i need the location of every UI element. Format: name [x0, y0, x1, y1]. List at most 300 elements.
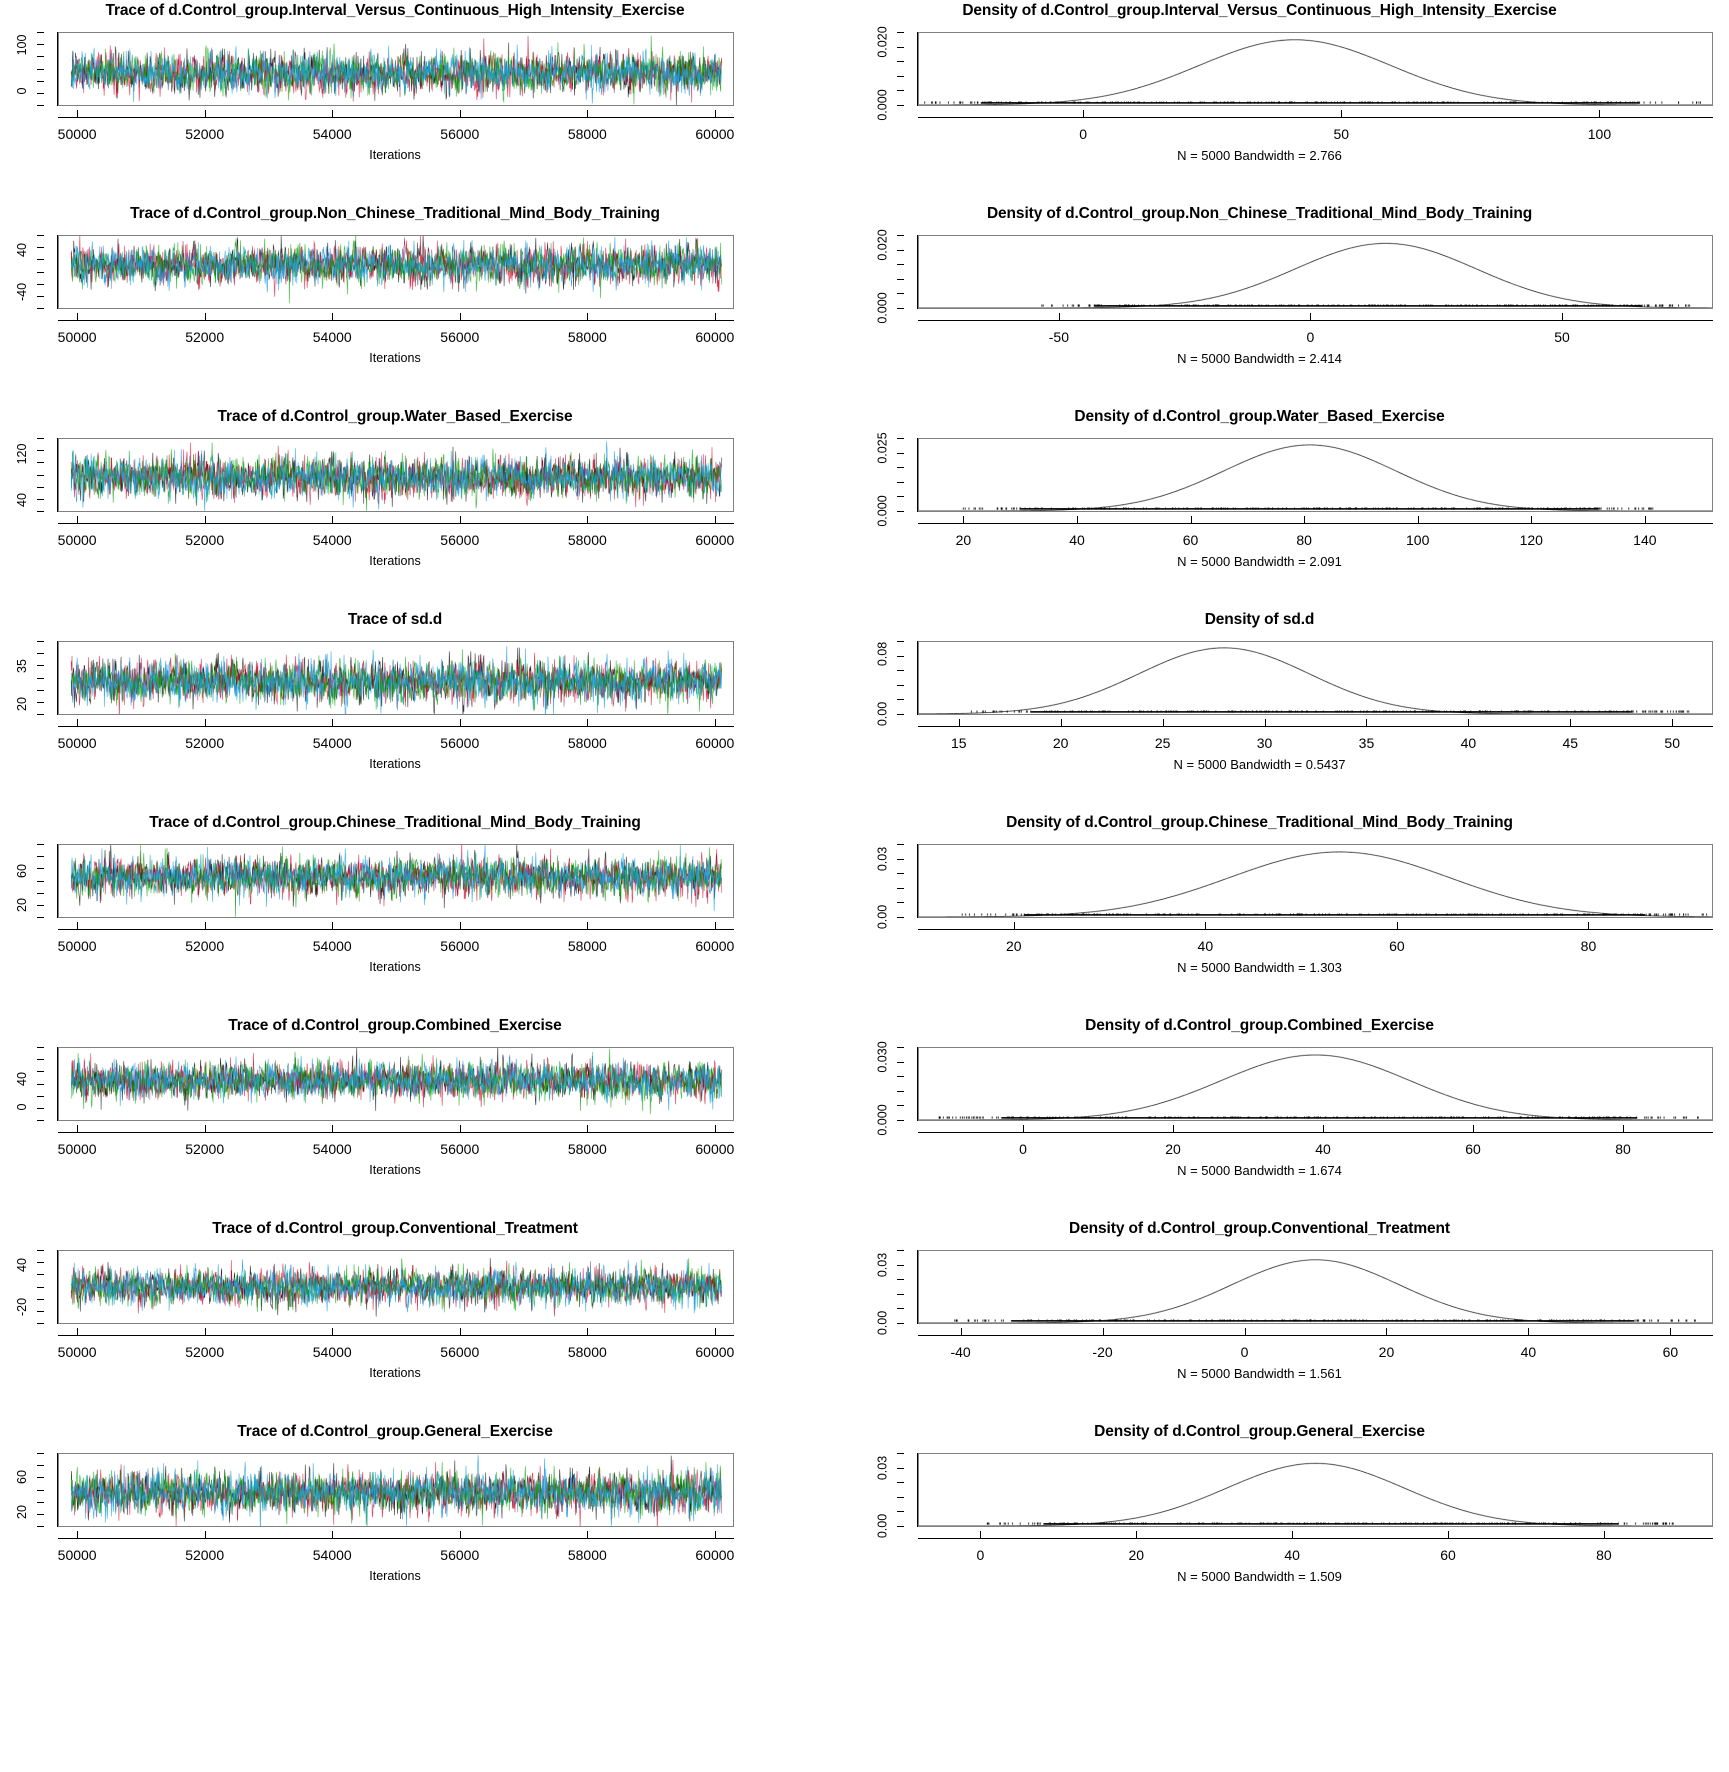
- trace-series: [59, 845, 733, 917]
- y-tick: [37, 1250, 44, 1251]
- x-tick-label: 58000: [567, 329, 607, 345]
- x-tick: [1531, 516, 1532, 524]
- y-tick-label: -20: [15, 1297, 29, 1316]
- trace-title: Trace of d.Control_group.Water_Based_Exercise: [217, 408, 573, 425]
- x-tick: [460, 719, 461, 727]
- y-tick-label: 0.000: [875, 495, 889, 527]
- y-tick: [897, 888, 904, 889]
- x-tick: [332, 922, 333, 930]
- trace-x-axis: [57, 106, 735, 142]
- y-tick: [37, 1490, 44, 1491]
- y-tick: [897, 1265, 904, 1266]
- y-tick-label: 20: [15, 1504, 29, 1519]
- x-tick: [1570, 719, 1571, 727]
- trace-plot-area: [58, 235, 734, 309]
- y-tick: [897, 467, 904, 468]
- x-tick: [963, 516, 964, 524]
- y-tick: [37, 1047, 44, 1048]
- x-tick-label: 50000: [57, 1344, 97, 1360]
- x-tick: [460, 922, 461, 930]
- y-tick: [37, 714, 44, 715]
- trace-x-spine: [58, 320, 734, 321]
- x-tick: [715, 110, 716, 118]
- x-tick: [1562, 313, 1563, 321]
- density-y-spine: [917, 641, 918, 715]
- x-tick: [587, 313, 588, 321]
- y-tick: [37, 1465, 44, 1466]
- trace-title: Trace of d.Control_group.Chinese_Traditional_Mind_Body_Training: [149, 814, 641, 831]
- x-tick: [1136, 1531, 1137, 1539]
- y-tick: [37, 44, 44, 45]
- x-tick: [205, 516, 206, 524]
- density-panel-7: [790, 1218, 1729, 1421]
- trace-y-spine: [57, 32, 58, 106]
- x-tick-label: 40: [1315, 1141, 1331, 1157]
- y-tick-label: 0: [15, 1103, 29, 1111]
- x-axis-title: Iterations: [369, 757, 421, 771]
- x-tick: [77, 516, 78, 524]
- trace-x-spine: [58, 523, 734, 524]
- density-plot-area: [918, 641, 1713, 715]
- x-tick-label: 54000: [312, 126, 352, 142]
- density-x-spine: [918, 929, 1713, 930]
- x-tick-label: 54000: [312, 532, 352, 548]
- trace-y-spine: [57, 1250, 58, 1324]
- y-tick: [897, 656, 904, 657]
- trace-series: [59, 1454, 733, 1526]
- x-tick-label: 58000: [567, 126, 607, 142]
- x-tick: [980, 1531, 981, 1539]
- x-tick: [332, 1531, 333, 1539]
- trace-plot-area: [58, 1250, 734, 1324]
- density-y-spine: [917, 1453, 918, 1527]
- y-tick: [37, 653, 44, 654]
- density-panel-2: [790, 203, 1729, 406]
- x-tick: [1386, 1328, 1387, 1336]
- x-tick-label: 35: [1358, 735, 1375, 751]
- x-tick: [1191, 516, 1192, 524]
- density-plot-area: [918, 438, 1713, 512]
- density-y-spine: [917, 438, 918, 512]
- y-tick-label: 0.03: [875, 1253, 889, 1278]
- x-tick: [77, 1125, 78, 1133]
- x-tick: [1014, 922, 1015, 930]
- y-tick: [37, 641, 44, 642]
- density-curve: [919, 33, 1712, 105]
- x-tick-label: 40: [1460, 735, 1477, 751]
- trace-title: Trace of d.Control_group.Non_Chinese_Traditional_Mind_Body_Training: [130, 205, 660, 222]
- x-tick-label: 56000: [440, 329, 480, 345]
- plot-row: [0, 812, 1729, 1015]
- x-tick: [332, 313, 333, 321]
- trace-y-spine: [57, 1453, 58, 1527]
- x-tick: [587, 110, 588, 118]
- x-tick: [1245, 1328, 1246, 1336]
- density-title: Density of d.Control_group.Chinese_Traditional_Mind_Body_Training: [1006, 814, 1513, 831]
- density-title: Density of sd.d: [1204, 611, 1315, 628]
- density-caption: N = 5000 Bandwidth = 1.561: [1177, 1366, 1342, 1381]
- y-tick: [897, 1294, 904, 1295]
- trace-panel-5: [0, 812, 790, 1015]
- y-tick: [897, 1308, 904, 1309]
- x-tick-label: 100: [1587, 126, 1612, 142]
- trace-y-spine: [57, 438, 58, 512]
- x-tick: [1473, 1125, 1474, 1133]
- y-tick: [37, 105, 44, 106]
- trace-panel-3: [0, 406, 790, 609]
- trace-panel-8: [0, 1421, 790, 1624]
- x-tick-label: 80: [1596, 1547, 1612, 1563]
- x-tick: [77, 110, 78, 118]
- x-tick: [1323, 1125, 1324, 1133]
- x-tick-label: -20: [1092, 1344, 1113, 1360]
- x-tick: [1059, 313, 1060, 321]
- trace-x-axis: [57, 512, 735, 548]
- trace-plot-area: [58, 438, 734, 512]
- density-x-axis: [918, 1324, 1713, 1360]
- y-tick: [37, 284, 44, 285]
- x-tick: [332, 1125, 333, 1133]
- density-x-axis: [918, 715, 1713, 751]
- trace-series: [59, 236, 733, 308]
- y-tick-label: 0.025: [875, 432, 889, 464]
- density-caption: N = 5000 Bandwidth = 1.509: [1177, 1569, 1342, 1584]
- y-tick: [37, 1526, 44, 1527]
- y-tick: [897, 264, 904, 265]
- y-tick: [37, 1084, 44, 1085]
- y-tick-label: 35: [15, 658, 29, 673]
- density-curve: [919, 1251, 1712, 1323]
- trace-title: Trace of d.Control_group.Interval_Versus_Continuous_High_Intensity_Exercise: [105, 2, 685, 19]
- x-tick-label: 60: [1662, 1344, 1679, 1360]
- density-title: Density of d.Control_group.Water_Based_Exercise: [1074, 408, 1445, 425]
- plot-row: [0, 1218, 1729, 1421]
- x-tick-label: 40: [1197, 938, 1214, 954]
- y-tick: [37, 272, 44, 273]
- x-tick: [1083, 110, 1084, 118]
- x-tick-label: 50000: [57, 735, 97, 751]
- x-tick: [460, 516, 461, 524]
- x-tick-label: 140: [1633, 532, 1657, 548]
- y-tick-label: 0.020: [875, 26, 889, 58]
- x-tick-label: 54000: [312, 1141, 352, 1157]
- x-tick-label: 52000: [185, 1141, 225, 1157]
- y-tick: [897, 279, 904, 280]
- x-tick-label: -50: [1048, 329, 1069, 345]
- x-tick: [1341, 110, 1342, 118]
- trace-plot-area: [58, 641, 734, 715]
- y-tick: [897, 685, 904, 686]
- trace-title: Trace of d.Control_group.Conventional_Treatment: [212, 1220, 578, 1237]
- y-tick: [37, 893, 44, 894]
- x-tick-label: 100: [1406, 532, 1430, 548]
- x-tick: [715, 922, 716, 930]
- x-axis-title: Iterations: [369, 1366, 421, 1380]
- x-tick: [715, 719, 716, 727]
- y-tick: [37, 881, 44, 882]
- y-tick: [897, 61, 904, 62]
- density-panel-8: [790, 1421, 1729, 1624]
- y-tick: [37, 259, 44, 260]
- y-tick: [37, 462, 44, 463]
- density-title: Density of d.Control_group.Non_Chinese_Traditional_Mind_Body_Training: [986, 205, 1533, 222]
- x-tick: [587, 719, 588, 727]
- density-plot-area: [918, 1453, 1713, 1527]
- x-tick: [1468, 719, 1469, 727]
- x-tick: [205, 313, 206, 321]
- density-caption: N = 5000 Bandwidth = 1.674: [1177, 1163, 1342, 1178]
- y-tick: [897, 438, 904, 439]
- y-tick: [37, 1120, 44, 1121]
- density-plot-area: [918, 1250, 1713, 1324]
- x-axis-title: Iterations: [369, 1569, 421, 1583]
- y-tick: [897, 1047, 904, 1048]
- x-tick: [1604, 1531, 1605, 1539]
- x-tick-label: 52000: [185, 735, 225, 751]
- x-tick-label: 56000: [440, 1547, 480, 1563]
- x-tick: [77, 1328, 78, 1336]
- density-plot-area: [918, 32, 1713, 106]
- y-tick-label: 20: [15, 898, 29, 912]
- y-tick-label: 40: [15, 492, 29, 507]
- y-tick: [37, 475, 44, 476]
- y-tick: [897, 859, 904, 860]
- x-axis-title: Iterations: [369, 554, 421, 568]
- density-curve: [919, 439, 1712, 511]
- x-tick: [77, 719, 78, 727]
- density-y-spine: [917, 32, 918, 106]
- density-caption: N = 5000 Bandwidth = 1.303: [1177, 960, 1342, 975]
- y-tick-label: 0.000: [875, 292, 889, 324]
- y-tick: [37, 247, 44, 248]
- x-tick: [1077, 516, 1078, 524]
- density-caption: N = 5000 Bandwidth = 2.766: [1177, 148, 1342, 163]
- density-y-spine: [917, 235, 918, 309]
- x-tick-label: 58000: [567, 1344, 607, 1360]
- y-tick: [897, 917, 904, 918]
- y-tick-label: 60: [15, 863, 29, 878]
- x-tick-label: 58000: [567, 532, 607, 548]
- density-curve: [919, 236, 1712, 308]
- x-tick: [587, 1328, 588, 1336]
- y-tick-label: 120: [15, 443, 29, 465]
- y-tick-label: 40: [15, 1071, 29, 1086]
- y-tick: [37, 1453, 44, 1454]
- y-tick: [897, 482, 904, 483]
- density-title: Density of d.Control_group.General_Exercise: [1094, 1423, 1425, 1440]
- x-tick: [460, 1328, 461, 1336]
- y-tick: [897, 844, 904, 845]
- x-tick-label: 50: [1333, 126, 1350, 142]
- x-tick: [1205, 922, 1206, 930]
- x-tick: [332, 516, 333, 524]
- y-tick: [37, 511, 44, 512]
- y-tick: [897, 1250, 904, 1251]
- y-tick: [897, 1279, 904, 1280]
- x-tick: [332, 110, 333, 118]
- y-tick: [897, 1497, 904, 1498]
- density-x-spine: [918, 523, 1713, 524]
- x-tick-label: 60000: [695, 1141, 735, 1157]
- y-tick: [37, 1071, 44, 1072]
- x-axis-title: Iterations: [369, 148, 421, 162]
- density-plot-area: [918, 1047, 1713, 1121]
- density-panel-6: [790, 1015, 1729, 1218]
- density-y-spine: [917, 1250, 918, 1324]
- y-tick: [897, 76, 904, 77]
- trace-plot-area: [58, 844, 734, 918]
- y-tick: [897, 32, 904, 33]
- x-tick-label: 60: [1440, 1547, 1456, 1563]
- x-tick-label: 58000: [567, 735, 607, 751]
- trace-plot-area: [58, 32, 734, 106]
- y-tick: [897, 453, 904, 454]
- x-tick: [1292, 1531, 1293, 1539]
- x-tick-label: 25: [1154, 735, 1171, 751]
- y-tick-label: 100: [15, 34, 29, 56]
- y-tick: [37, 1514, 44, 1515]
- x-tick-label: -40: [950, 1344, 971, 1360]
- y-tick: [37, 1096, 44, 1097]
- y-tick: [37, 69, 44, 70]
- y-tick: [37, 499, 44, 500]
- x-tick: [460, 110, 461, 118]
- trace-x-spine: [58, 117, 734, 118]
- x-tick: [332, 1328, 333, 1336]
- x-tick-label: 56000: [440, 532, 480, 548]
- x-tick: [715, 1531, 716, 1539]
- trace-x-axis: [57, 715, 735, 751]
- x-tick: [205, 922, 206, 930]
- y-tick-label: 0.020: [875, 229, 889, 261]
- x-axis-title: Iterations: [369, 960, 421, 974]
- trace-y-spine: [57, 235, 58, 309]
- x-tick-label: 20: [1052, 735, 1069, 751]
- y-tick: [897, 1468, 904, 1469]
- x-tick-label: 0: [1019, 1141, 1027, 1157]
- trace-panel-4: [0, 609, 790, 812]
- trace-x-axis: [57, 1527, 735, 1563]
- y-tick: [37, 235, 44, 236]
- y-tick-label: 0.03: [875, 1456, 889, 1481]
- y-tick: [37, 690, 44, 691]
- x-tick: [715, 516, 716, 524]
- x-tick: [715, 313, 716, 321]
- x-tick-label: 54000: [312, 938, 352, 954]
- density-y-spine: [917, 1047, 918, 1121]
- x-tick: [1265, 719, 1266, 727]
- x-tick: [1588, 922, 1589, 930]
- y-tick: [897, 1482, 904, 1483]
- x-tick: [1623, 1125, 1624, 1133]
- x-tick-label: 60000: [695, 1547, 735, 1563]
- x-tick-label: 56000: [440, 735, 480, 751]
- x-tick: [77, 313, 78, 321]
- x-tick: [961, 1328, 962, 1336]
- x-tick-label: 56000: [440, 1141, 480, 1157]
- x-tick-label: 120: [1519, 532, 1543, 548]
- x-tick-label: 45: [1562, 735, 1579, 751]
- x-tick-label: 56000: [440, 938, 480, 954]
- x-tick-label: 56000: [440, 126, 480, 142]
- density-x-axis: [918, 309, 1713, 345]
- density-panel-1: [790, 0, 1729, 203]
- density-plot-area: [918, 235, 1713, 309]
- y-tick: [37, 1274, 44, 1275]
- density-x-spine: [918, 117, 1713, 118]
- density-caption: N = 5000 Bandwidth = 0.5437: [1173, 757, 1346, 772]
- x-tick: [715, 1328, 716, 1336]
- x-tick-label: 60000: [695, 938, 735, 954]
- x-tick: [1448, 1531, 1449, 1539]
- y-tick: [37, 1477, 44, 1478]
- x-tick-label: 52000: [185, 126, 225, 142]
- density-x-axis: [918, 512, 1713, 548]
- x-tick: [1528, 1328, 1529, 1336]
- x-tick: [1645, 516, 1646, 524]
- y-tick: [897, 670, 904, 671]
- trace-x-axis: [57, 1324, 735, 1360]
- x-tick-label: 50000: [57, 329, 97, 345]
- y-tick: [37, 702, 44, 703]
- trace-plot-area: [58, 1453, 734, 1527]
- density-y-spine: [917, 844, 918, 918]
- x-tick-label: 60000: [695, 329, 735, 345]
- y-tick: [897, 1062, 904, 1063]
- x-tick-label: 52000: [185, 532, 225, 548]
- x-tick-label: 0: [1306, 329, 1315, 345]
- trace-series: [59, 439, 733, 511]
- trace-panel-2: [0, 203, 790, 406]
- x-tick: [1397, 922, 1398, 930]
- x-tick-label: 60000: [695, 126, 735, 142]
- x-tick-label: 60: [1182, 532, 1199, 548]
- x-tick-label: 80: [1615, 1141, 1631, 1157]
- x-tick-label: 58000: [567, 1141, 607, 1157]
- x-tick-label: 20: [1378, 1344, 1395, 1360]
- y-tick: [37, 81, 44, 82]
- x-tick-label: 60000: [695, 532, 735, 548]
- y-tick: [37, 438, 44, 439]
- density-curve: [919, 845, 1712, 917]
- trace-x-spine: [58, 1335, 734, 1336]
- y-tick: [897, 641, 904, 642]
- y-tick: [37, 905, 44, 906]
- x-tick-label: 20: [1165, 1141, 1181, 1157]
- y-tick-label: 0.000: [875, 1104, 889, 1136]
- x-tick: [77, 1531, 78, 1539]
- trace-panel-7: [0, 1218, 790, 1421]
- x-tick-label: 60000: [695, 1344, 735, 1360]
- trace-panel-6: [0, 1015, 790, 1218]
- density-x-spine: [918, 726, 1713, 727]
- y-tick: [37, 678, 44, 679]
- y-tick-label: 20: [15, 696, 29, 711]
- x-tick: [1304, 516, 1305, 524]
- x-tick-label: 20: [1005, 938, 1022, 954]
- y-tick: [37, 1502, 44, 1503]
- y-tick-label: 0: [15, 87, 29, 95]
- density-x-axis: [918, 918, 1713, 954]
- x-tick: [587, 922, 588, 930]
- trace-x-spine: [58, 1538, 734, 1539]
- x-tick-label: 52000: [185, 938, 225, 954]
- trace-y-spine: [57, 641, 58, 715]
- density-panel-3: [790, 406, 1729, 609]
- x-tick-label: 50: [1664, 735, 1681, 751]
- trace-x-spine: [58, 1132, 734, 1133]
- x-tick: [1103, 1328, 1104, 1336]
